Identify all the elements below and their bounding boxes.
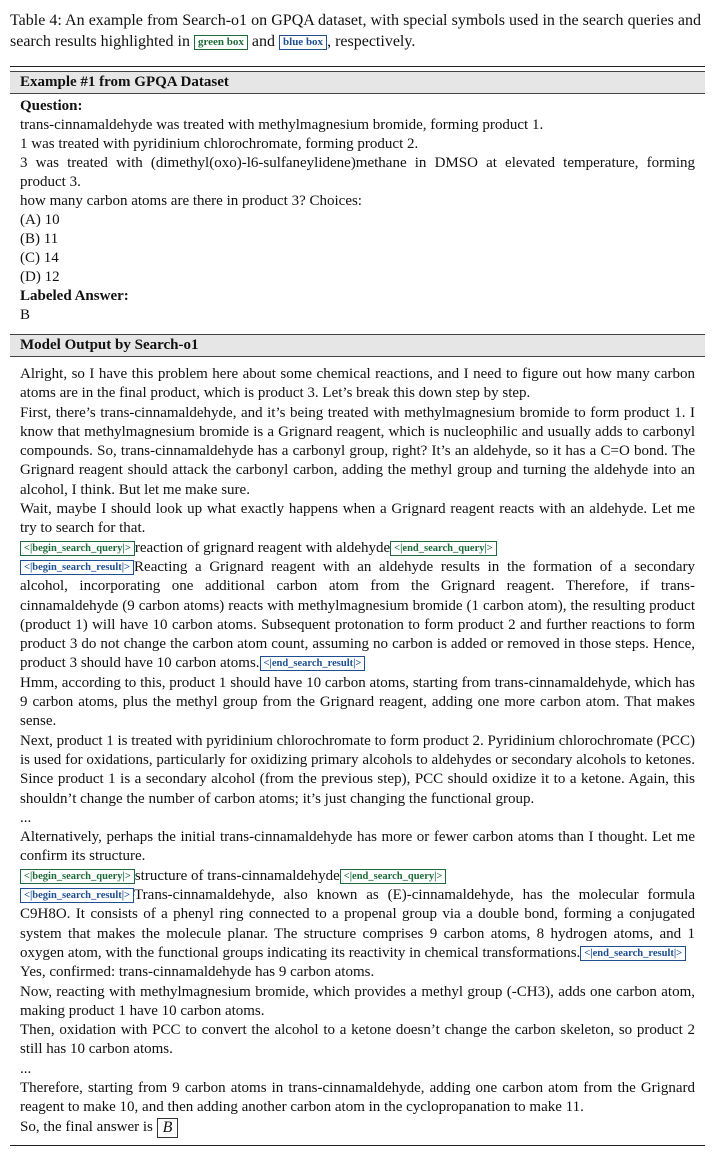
caption-blue-box: blue box xyxy=(279,35,327,50)
search-result-paragraph xyxy=(20,886,695,963)
final-answer-box: B xyxy=(157,1118,179,1138)
choice-d: (D) 12 xyxy=(20,269,60,285)
output-paragraph: Hmm, according to this, product 1 should have 10 carbon atoms, starting from trans-cinnamaldehyde, which has 9 carbon atoms, plus the methyl group from the Grignard reagent, adding one more carbon atom. That makes sense. xyxy=(20,674,695,730)
output-paragraph: Therefore, starting from 9 carbon atoms in trans-cinnamaldehyde, adding one carbon atom from the Grignard reagent to make 10, and then adding another carbon atom in the cyclopropanation to make 11. xyxy=(20,1079,695,1116)
question-label: Question: xyxy=(20,98,83,114)
choice-c: (C) 14 xyxy=(20,250,59,266)
caption-green-box: green box xyxy=(194,35,248,50)
choice-b: (B) 11 xyxy=(20,231,59,247)
output-paragraph: Alright, so I have this problem here about some chemical reactions, and I need to figure out how many carbon atoms are in the final product, which is product 3. Let’s break this down step by step. xyxy=(20,366,695,402)
end-search-result-token: <|end_search_result|> xyxy=(580,946,686,961)
table-caption xyxy=(10,10,705,52)
search-result-paragraph xyxy=(20,558,695,674)
end-search-result-token: <|end_search_result|> xyxy=(260,656,366,671)
table-bottom-rule xyxy=(10,1145,705,1146)
ellipsis: ... xyxy=(20,809,32,826)
choice-a: (A) 10 xyxy=(20,212,60,228)
question-line: 1 was treated with pyridinium chlorochromate, forming product 2. xyxy=(20,136,419,152)
ellipsis: ... xyxy=(20,1060,32,1077)
labeled-answer-label: Labeled Answer: xyxy=(20,288,129,304)
caption-and: and xyxy=(251,33,276,50)
begin-search-result-token: <|begin_search_result|> xyxy=(20,888,134,903)
paper-page xyxy=(10,0,705,1146)
caption-text: Table 4: An example from Search-o1 on GPQA dataset, with special symbols used in the search queries and search results highlighted in xyxy=(10,12,701,50)
question-line: 3 was treated with (dimethyl(oxo)-l6-sulfaneylidene)methane in DMSO at elevated temperature, forming product 3. xyxy=(20,155,695,190)
example-body xyxy=(10,94,705,328)
end-search-query-token: <|end_search_query|> xyxy=(340,869,447,884)
begin-search-query-token: <|begin_search_query|> xyxy=(20,869,135,884)
final-answer-line xyxy=(20,1118,695,1138)
model-output-heading: Model Output by Search-o1 xyxy=(10,334,705,357)
final-answer-prefix: So, the final answer is xyxy=(20,1118,153,1135)
output-paragraph: Next, product 1 is treated with pyridinium chlorochromate to form product 2. Pyridinium chlorochromate (PCC) is used for oxidations, particularly for oxidizing primary alcohols to aldehydes or secondary alcohols to ketones. Since product 1 is a secondary alcohol (from the previous step), PCC should oxidize it to a ketone. Again, this shouldn’t change the number of carbon atoms; it’s just changing the functional group. xyxy=(20,732,695,807)
labeled-answer-value: B xyxy=(20,307,31,323)
question-line: trans-cinnamaldehyde was treated with methylmagnesium bromide, forming product 1. xyxy=(20,117,544,133)
model-output-body xyxy=(10,357,705,1141)
output-paragraph: Yes, confirmed: trans-cinnamaldehyde has 9 carbon atoms. xyxy=(20,964,375,981)
search-query-text: reaction of grignard reagent with aldehyde xyxy=(134,539,391,556)
output-paragraph: Alternatively, perhaps the initial trans-cinnamaldehyde has more or fewer carbon atoms than I thought. Let me confirm its structure. xyxy=(20,829,695,865)
example-heading: Example #1 from GPQA Dataset xyxy=(10,71,705,94)
output-paragraph: Then, oxidation with PCC to convert the alcohol to a ketone doesn’t change the carbon skeleton, so product 2 still has 10 carbon atoms. xyxy=(20,1022,695,1058)
output-paragraph: Now, reacting with methylmagnesium bromide, which provides a methyl group (-CH3), adds one carbon atom, making product 1 have 10 carbon atoms. xyxy=(20,983,695,1019)
search-query-text: structure of trans-cinnamaldehyde xyxy=(134,867,340,884)
search-query-line xyxy=(20,867,695,886)
search-query-line xyxy=(20,539,695,558)
caption-suffix: , respectively. xyxy=(327,33,416,50)
end-search-query-token: <|end_search_query|> xyxy=(390,541,497,556)
search-result-text: Trans-cinnamaldehyde, also known as (E)-cinnamaldehyde, has the molecular formula C9H8O. It consists of a phenyl ring connected to a propenal group via a double bond, forming a conjugated system that makes the molecule planar. The structure comprises 9 carbon atoms, 8 hydrogen atoms, and 1 oxygen atom, with the functional groups indicating its reactivity in chemical transformations. xyxy=(20,887,695,961)
begin-search-result-token: <|begin_search_result|> xyxy=(20,560,134,575)
search-result-text: Reacting a Grignard reagent with an aldehyde results in the formation of a secondary alcohol, incorporating one additional carbon atom from the Grignard reagent. Therefore, if trans-cinnamaldehyde (9 carbon atoms) reacts with methylmagnesium bromide (1 carbon atom), the resulting product (product 1) will have 10 carbon atoms. Subsequent protonation to form product 2 and further reactions to form product 3 do not change the carbon atom count, assuming no carbon is added or removed in those steps. Hence, product 3 should have 10 carbon atoms. xyxy=(20,558,695,672)
output-paragraph: Wait, maybe I should look up what exactly happens when a Grignard reagent reacts with an aldehyde. Let me try to search for that. xyxy=(20,501,695,537)
question-line: how many carbon atoms are there in product 3? Choices: xyxy=(20,193,362,209)
table-top-rule xyxy=(10,66,705,67)
begin-search-query-token: <|begin_search_query|> xyxy=(20,541,135,556)
output-paragraph: First, there’s trans-cinnamaldehyde, and it’s being treated with methylmagnesium bromide to form product 1. I know that methylmagnesium bromide is a Grignard reagent, which is nucleophilic and usually adds to carbonyl compounds. So, trans-cinnamaldehyde has a carbonyl group, right? It’s an aldehyde, so it has a C=O bond. The Grignard reagent should attack the carbonyl carbon, adding the methyl group and turning the aldehyde into an alcohol, I think. But let me make sure. xyxy=(20,404,695,498)
